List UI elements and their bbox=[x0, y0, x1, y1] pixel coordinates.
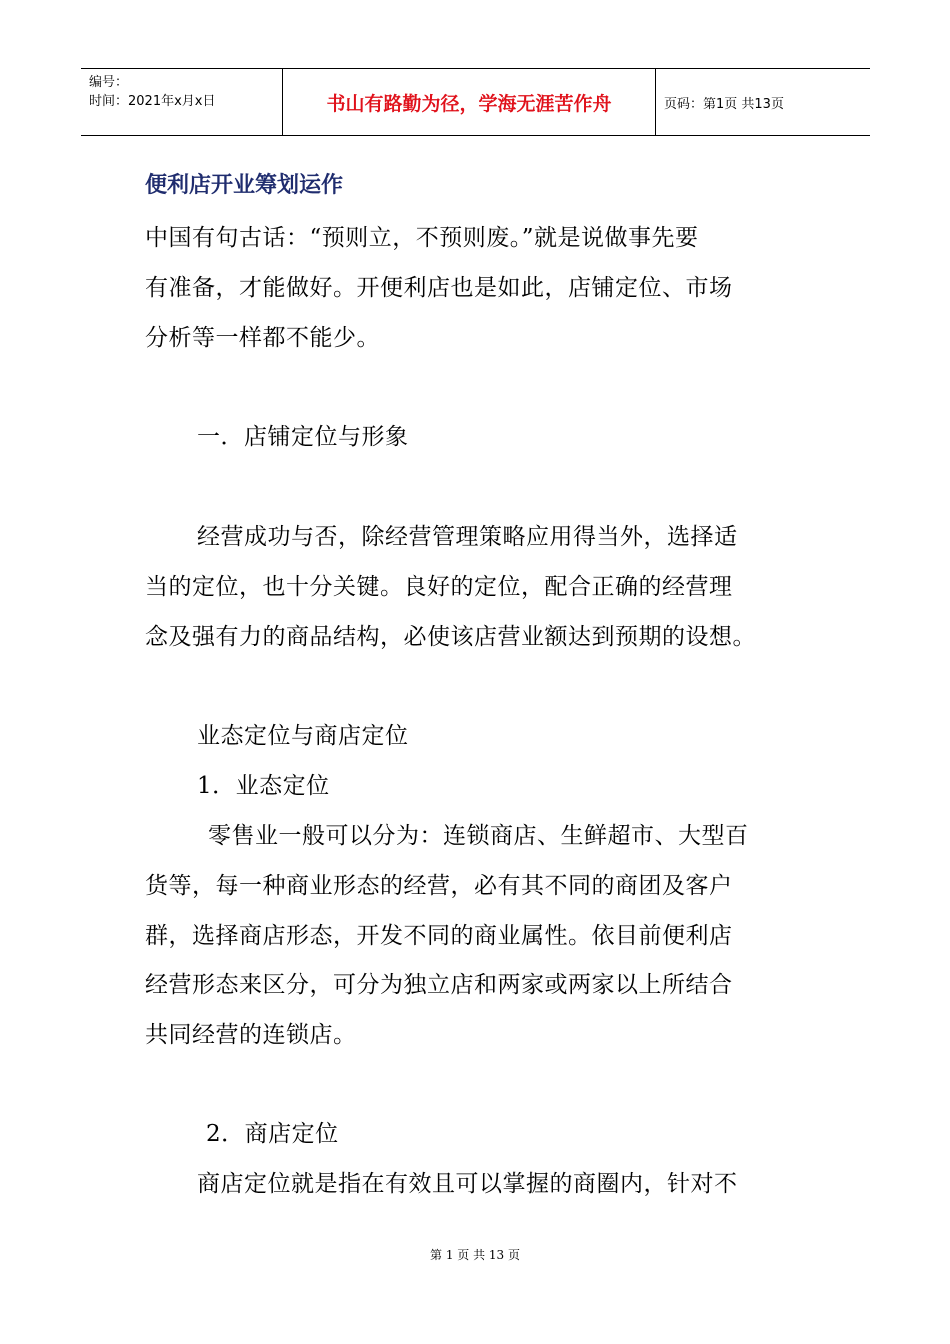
body-line: 共同经营的连锁店。 bbox=[145, 1022, 357, 1048]
page-footer: 第 1 页 共 13 页 bbox=[430, 1248, 520, 1262]
page-header bbox=[81, 68, 870, 136]
body-line: 经营成功与否，除经营管理策略应用得当外，选择适 bbox=[197, 524, 738, 550]
body-line: 分析等一样都不能少。 bbox=[145, 325, 380, 351]
body-line: 当的定位，也十分关键。良好的定位，配合正确的经营理 bbox=[145, 574, 733, 600]
subsection-heading: 1．业态定位 bbox=[197, 773, 330, 799]
time-label: 时间：2021年x月x日 bbox=[89, 94, 216, 109]
body-line: 商店定位就是指在有效且可以掌握的商圈内，针对不 bbox=[197, 1171, 738, 1197]
body-line: 念及强有力的商品结构，必使该店营业额达到预期的设想。 bbox=[145, 624, 756, 650]
body-line: 零售业一般可以分为：连锁商店、生鲜超市、大型百 bbox=[208, 823, 749, 849]
section-heading: 一．店铺定位与形象 bbox=[197, 424, 409, 450]
body-line: 经营形态来区分，可分为独立店和两家或两家以上所结合 bbox=[145, 972, 733, 998]
header-motto: 书山有路勤为径，学海无涯苦作舟 bbox=[283, 69, 656, 135]
header-page-info: 页码：第1页 共13页 bbox=[664, 96, 784, 112]
document-title: 便利店开业筹划运作 bbox=[145, 173, 344, 198]
subsection-heading: 业态定位与商店定位 bbox=[197, 723, 409, 749]
body-line: 货等，每一种商业形态的经营，必有其不同的商团及客户 bbox=[145, 873, 733, 899]
body-line: 有准备，才能做好。开便利店也是如此，店铺定位、市场 bbox=[145, 275, 733, 301]
body-line: 中国有句古话：“预则立，不预则废。”就是说做事先要 bbox=[145, 225, 699, 251]
number-label: 编号： bbox=[89, 75, 129, 90]
header-meta bbox=[81, 69, 283, 135]
body-line: 群，选择商店形态，开发不同的商业属性。依目前便利店 bbox=[145, 923, 733, 949]
subsection-heading: 2．商店定位 bbox=[206, 1121, 339, 1147]
